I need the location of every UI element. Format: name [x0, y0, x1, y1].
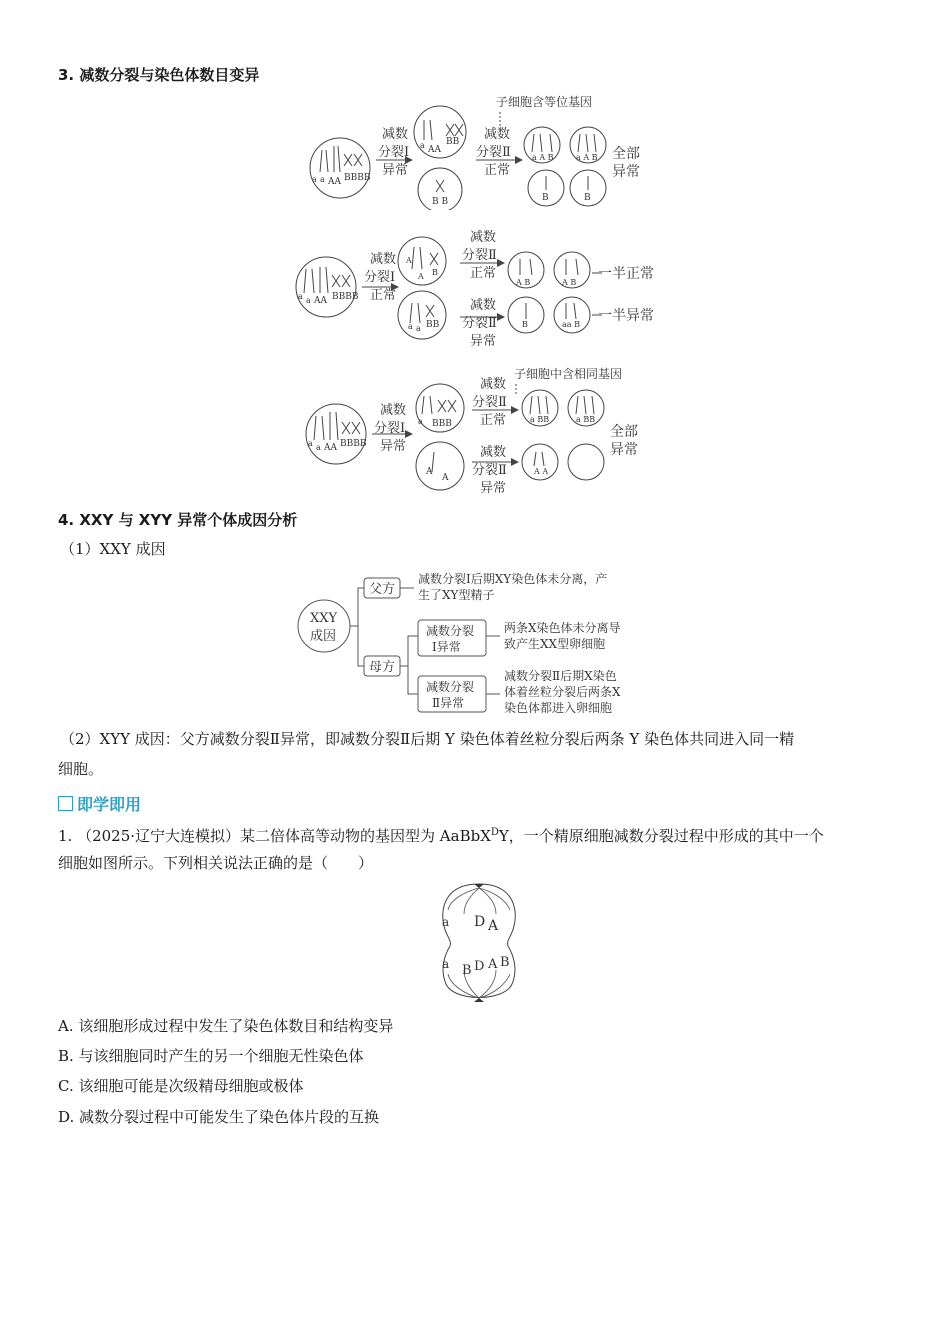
svg-text:AA: AA	[428, 145, 441, 155]
svg-text:BBBB: BBBB	[340, 439, 367, 449]
m1-desc: 致产生XX型卵细胞	[504, 637, 606, 651]
dividing-cell-figure	[434, 880, 524, 1010]
step-label: 减数	[380, 403, 407, 418]
svg-text:B B: B B	[432, 197, 449, 207]
svg-text:a: a	[298, 292, 303, 301]
svg-text:A: A	[418, 272, 424, 281]
m2-desc: 染色体都进入卵细胞	[504, 701, 613, 715]
m2-desc: 减数分裂Ⅱ后期X染色	[504, 669, 617, 683]
svg-text:BB: BB	[446, 137, 460, 147]
result-label: 异常	[610, 442, 638, 458]
father-desc: 生了XY型精子	[418, 588, 495, 602]
svg-text:BB: BB	[426, 320, 440, 330]
section4-title: 4. XXY 与 XYY 异常个体成因分析	[58, 511, 298, 529]
xyy-cause-line2: 细胞。	[58, 760, 104, 778]
svg-text:A B: A B	[562, 278, 577, 287]
result-label: 全部	[610, 424, 638, 440]
svg-text:a: a	[316, 443, 321, 452]
svg-text:AA: AA	[314, 296, 327, 306]
question-1-line2: 细胞如图所示。下列相关说法正确的是（ ）	[58, 854, 374, 872]
father-desc: 减数分裂Ⅰ后期XY染色体未分离，产	[418, 572, 608, 586]
svg-text:A A: A A	[534, 467, 549, 476]
svg-text:aa B: aa B	[562, 320, 580, 329]
svg-text:B: B	[432, 268, 438, 277]
svg-text:成因: 成因	[310, 629, 337, 644]
svg-text:a A B: a A B	[532, 153, 554, 162]
svg-text:a: a	[416, 324, 421, 333]
step-label: 减数	[480, 445, 507, 460]
svg-text:a: a	[442, 915, 450, 929]
svg-text:减数分裂: 减数分裂	[426, 624, 475, 638]
step-label: 分裂Ⅰ	[374, 421, 406, 436]
step-label: 分裂Ⅱ	[462, 248, 497, 263]
step-label: 正常	[470, 266, 497, 281]
step-label: 分裂Ⅰ	[378, 145, 410, 160]
svg-text:B: B	[584, 193, 591, 203]
option-d[interactable]: D. 减数分裂过程中可能发生了染色体片段的互换	[58, 1108, 380, 1126]
step-label: 正常	[370, 288, 397, 303]
svg-text:a: a	[420, 141, 425, 150]
svg-text:B: B	[500, 955, 510, 970]
step-label: 减数	[484, 127, 511, 142]
svg-text:BBBB: BBBB	[344, 173, 371, 183]
result-label: 一半正常	[598, 266, 654, 282]
svg-text:A: A	[426, 467, 433, 477]
result-label: 异常	[612, 164, 640, 180]
option-b[interactable]: B. 与该细胞同时产生的另一个细胞无性染色体	[58, 1047, 364, 1065]
step-label: 减数	[382, 127, 409, 142]
svg-text:a: a	[308, 439, 313, 448]
step-label: 分裂Ⅱ	[472, 395, 507, 410]
step-label: 异常	[382, 163, 409, 178]
checkbox-icon	[58, 796, 73, 811]
sub-heading-xxy: （1）XXY 成因	[60, 540, 166, 558]
svg-text:a BB: a BB	[576, 415, 596, 424]
svg-text:AA: AA	[324, 443, 337, 453]
svg-text:B: B	[542, 193, 549, 203]
xxy-concept-map	[296, 566, 656, 722]
step-label: 减数	[480, 377, 507, 392]
result-label: 全部	[612, 146, 640, 162]
top-note: 子细胞中含相同基因	[514, 367, 623, 381]
m1-desc: 两条X染色体未分离导	[504, 621, 621, 635]
svg-text:a: a	[306, 296, 311, 305]
daughter-cell	[568, 444, 604, 480]
step-label: 减数	[470, 298, 497, 313]
option-c[interactable]: C. 该细胞可能是次级精母细胞或极体	[58, 1077, 304, 1095]
root-node	[298, 600, 350, 652]
svg-text:父方: 父方	[369, 582, 396, 597]
svg-text:B: B	[462, 963, 472, 978]
secondary-cell	[398, 291, 446, 339]
option-a[interactable]: A. 该细胞形成过程中发生了染色体数目和结构变异	[58, 1017, 394, 1035]
svg-text:BBB: BBB	[432, 419, 452, 429]
svg-text:D: D	[474, 914, 486, 930]
svg-text:B: B	[522, 320, 528, 329]
svg-text:母方: 母方	[369, 660, 396, 675]
svg-text:A: A	[442, 473, 449, 483]
question-1: 1. （2025·辽宁大连模拟）某二倍体高等动物的基因型为 AaBbX$^D$Y，一个精原细胞减数分裂过程中形成的其中一个	[58, 827, 824, 845]
svg-text:A: A	[488, 957, 498, 972]
result-label: 一半异常	[598, 308, 654, 324]
section3-title: 3. 减数分裂与染色体数目变异	[58, 66, 260, 84]
svg-text:A: A	[488, 918, 499, 934]
svg-text:a: a	[442, 957, 450, 971]
step-label: 正常	[480, 413, 507, 428]
practice-heading: 即学即用	[58, 792, 141, 815]
step-label: 异常	[380, 439, 407, 454]
meiosis-diagram-1	[300, 90, 660, 210]
meiosis-diagram-3	[300, 362, 660, 498]
svg-text:AA: AA	[328, 177, 341, 187]
step-label: 分裂Ⅰ	[364, 270, 396, 285]
m2-desc: 体着丝粒分裂后两条X	[504, 685, 621, 699]
step-label: 分裂Ⅱ	[462, 316, 497, 331]
step-label: 正常	[484, 163, 511, 178]
svg-text:Ⅰ异常: Ⅰ异常	[432, 640, 461, 654]
svg-text:a: a	[312, 175, 317, 184]
top-note: 子细胞含等位基因	[496, 95, 593, 109]
svg-text:D: D	[474, 959, 485, 974]
xyy-cause-line1: （2）XYY 成因：父方减数分裂Ⅱ异常，即减数分裂Ⅱ后期 Y 染色体着丝粒分裂后两条 Y 染色体共同进入同一精	[60, 730, 795, 748]
step-label: 分裂Ⅱ	[472, 463, 507, 478]
svg-text:A: A	[406, 256, 412, 265]
step-label: 异常	[480, 481, 507, 496]
svg-text:a: a	[320, 175, 325, 184]
step-label: 异常	[470, 334, 497, 349]
svg-text:减数分裂: 减数分裂	[426, 680, 475, 694]
svg-text:a A B: a A B	[576, 153, 598, 162]
secondary-cell	[416, 442, 464, 490]
meiosis-diagram-2	[290, 225, 670, 355]
svg-text:A B: A B	[516, 278, 531, 287]
svg-text:Ⅱ异常: Ⅱ异常	[432, 696, 465, 710]
svg-text:a BB: a BB	[530, 415, 550, 424]
step-label: 分裂Ⅱ	[476, 145, 511, 160]
step-label: 减数	[470, 230, 497, 245]
svg-text:a: a	[408, 322, 413, 331]
svg-text:a: a	[418, 417, 423, 426]
svg-text:BBBB: BBBB	[332, 292, 359, 302]
step-label: 减数	[370, 252, 397, 267]
svg-text:XXY: XXY	[310, 611, 338, 626]
